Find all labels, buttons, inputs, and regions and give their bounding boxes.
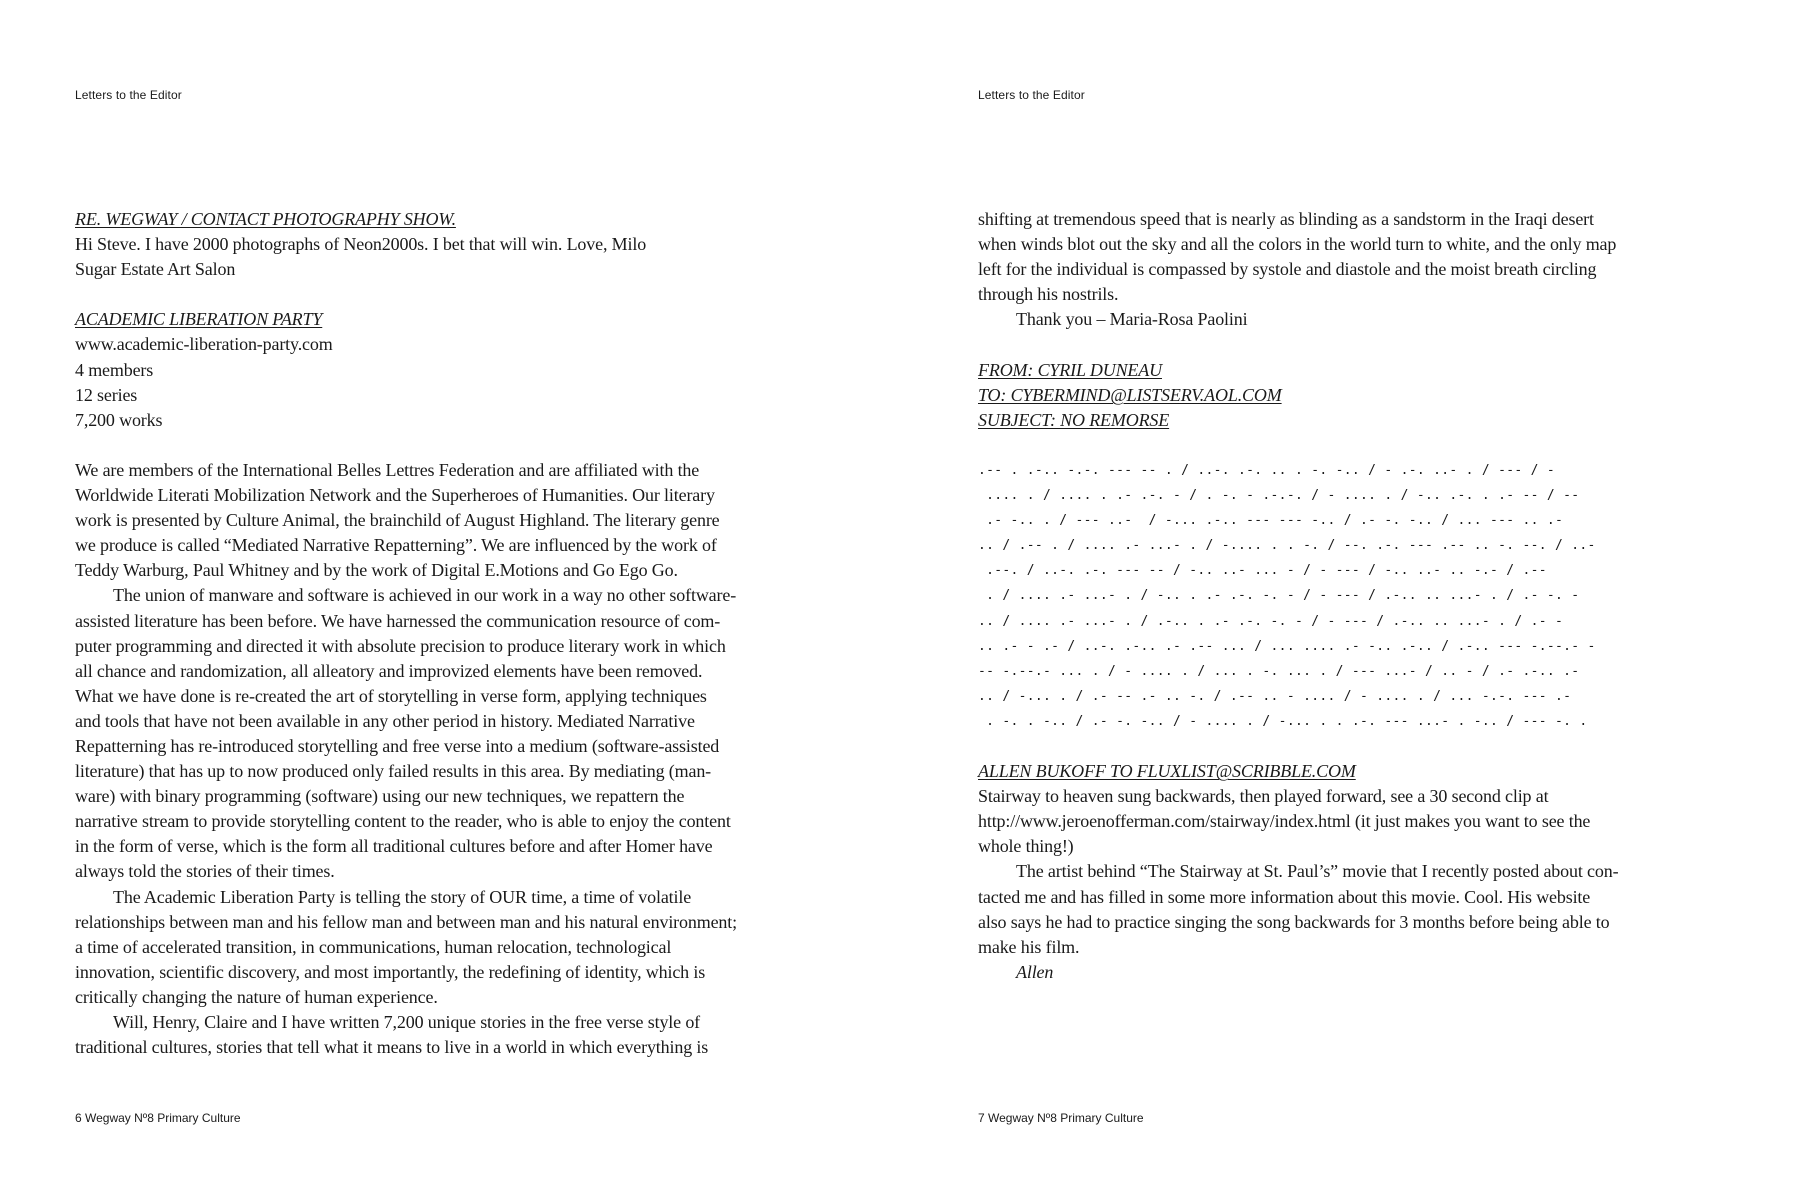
paragraph-3-line: innovation, scientific discovery, and most importantly, the redefining of identity, which is	[75, 961, 706, 982]
allen-line: whole thing!)	[978, 836, 1074, 857]
paragraph-2-line: The union of manware and software is achieved in our work in a way no other software-	[113, 585, 737, 606]
paragraph-3-line: relationships between man and his fellow man and between man and his natural environment;	[75, 911, 737, 932]
email-to: TO: CYBERMIND@LISTSERV.AOL.COM	[978, 384, 1282, 405]
paragraph-2-line: assisted literature has been before. We have harnessed the communication resource of com-	[75, 610, 721, 631]
party-website: www.academic-liberation-party.com	[75, 334, 333, 355]
folio-left: 6 Wegway Nº8 Primary Culture	[75, 1111, 241, 1125]
paragraph-2-line: in the form of verse, which is the form all traditional cultures before and after Homer have	[75, 836, 713, 857]
party-works: 7,200 works	[75, 409, 163, 430]
paragraph-4-line: Will, Henry, Claire and I have written 7,200 unique stories in the free verse style of	[113, 1012, 701, 1032]
allen-paragraph-line: tacted me and has filled in some more information about this movie. Cool. His website	[978, 886, 1591, 907]
morse-line: .. / .-- . / .... .- ...- . / -.... . . -. / --. .-. --- .-- .. -. --. / ..-	[978, 538, 1596, 554]
paragraph-3-line: The Academic Liberation Party is telling the story of OUR time, a time of volatile	[113, 886, 692, 907]
allen-line: http://www.jeroenofferman.com/stairway/index.html (it just makes you want to see the	[978, 811, 1591, 832]
paragraph-2-line: What we have done is re-created the art of storytelling in verse form, applying techniques	[75, 685, 707, 706]
paragraph-1-line: we produce is called “Mediated Narrative Repatterning”. We are influenced by the work of	[75, 535, 717, 556]
allen-paragraph-line: make his film.	[978, 936, 1080, 957]
paragraph-1-line: We are members of the International Belles Lettres Federation and are affiliated with the	[75, 459, 700, 480]
continuation-line: shifting at tremendous speed that is nearly as blinding as a sandstorm in the Iraqi desert	[978, 209, 1594, 229]
email-from: FROM: CYRIL DUNEAU	[978, 359, 1162, 380]
party-series: 12 series	[75, 384, 138, 405]
folio-right: 7 Wegway Nº8 Primary Culture	[978, 1111, 1144, 1125]
letter-milo-line-1: Hi Steve. I have 2000 photographs of Neon2000s. I bet that will win. Love, Milo	[75, 234, 647, 255]
thanks-signoff: Thank you – Maria-Rosa Paolini	[1016, 309, 1248, 330]
allen-signature: Allen	[1016, 961, 1054, 982]
heading-academic-liberation-party: ACADEMIC LIBERATION PARTY	[75, 309, 323, 330]
paragraph-1-line: Worldwide Literati Mobilization Network and the Superheroes of Humanities. Our literary	[75, 485, 715, 506]
email-subject: SUBJECT: NO REMORSE	[978, 409, 1170, 430]
allen-paragraph-line: The artist behind “The Stairway at St. Paul’s” movie that I recently posted about con-	[1016, 861, 1619, 882]
morse-line: .... . / .... . .- .-. - / . -. - .-.-. / - .... . / -.. .-. . .- -- / --	[978, 488, 1580, 504]
morse-line: -- -.--.- ... . / - .... . / ... . -. ... . / --- ...- / .. - / .- .-.. .-	[978, 663, 1580, 679]
running-head-left: Letters to the Editor	[75, 88, 182, 102]
allen-paragraph-line: also says he had to practice singing the song backwards for 3 months before being able to	[978, 911, 1610, 932]
morse-line: .. / .... .- ...- . / .-.. . .- .-. -. - / - --- / .-.. .. ...- . / .- -	[978, 613, 1564, 629]
paragraph-2-line: puter programming and directed it with absolute precision to produce literary work in which	[75, 635, 726, 656]
morse-code-block	[978, 458, 1698, 734]
morse-line: .--. / ..-. .-. --- -- / -.. ..- ... - / - --- / -.. ..- .. -.- / .--	[978, 563, 1547, 579]
paragraph-1-line: work is presented by Culture Animal, the brainchild of August Highland. The literary genre	[75, 510, 720, 531]
letter-milo-line-2: Sugar Estate Art Salon	[75, 259, 236, 280]
continuation-line: left for the individual is compassed by systole and diastole and the moist breath circling	[978, 259, 1597, 280]
paragraph-3-line: critically changing the nature of human experience.	[75, 986, 438, 1007]
morse-line: . -. . -.. / .- -. -.. / - .... . / -... . . .-. --- ...- . -.. / --- -. .	[978, 713, 1588, 729]
party-members: 4 members	[75, 359, 154, 380]
paragraph-2-line: ware) with binary programming (software) using our new techniques, we repattern the	[75, 786, 685, 807]
right-page	[900, 0, 1800, 1200]
paragraph-4-line: traditional cultures, stories that tell what it means to live in a world in which everything is	[75, 1037, 709, 1058]
left-text-block	[75, 207, 830, 1060]
paragraph-1-line: Teddy Warburg, Paul Whitney and by the work of Digital E.Motions and Go Ego Go.	[75, 560, 678, 581]
morse-line: . / .... .- ...- . / -.. . .- .-. -. - / - --- / .-.. .. ...- . / .- -. -	[978, 588, 1580, 604]
allen-line: Stairway to heaven sung backwards, then played forward, see a 30 second clip at	[978, 786, 1549, 807]
paragraph-3-line: a time of accelerated transition, in communications, human relocation, technological	[75, 936, 672, 957]
running-head-right: Letters to the Editor	[978, 88, 1085, 102]
paragraph-2-line: always told the stories of their times.	[75, 861, 335, 882]
paragraph-2-line: Repatterning has re-introduced storytelling and free verse into a medium (software-assisted	[75, 735, 720, 756]
paragraph-2-line: literature) that has up to now produced only failed results in this area. By mediating (man-	[75, 761, 712, 782]
morse-line: .-- . .-.. -.-. --- -- . / ..-. .-. .. . -. -.. / - .-. ..- . / --- / -	[978, 462, 1555, 478]
morse-line: .. .- - .- / ..-. .-.. .- .-- ... / ... .... .- -.. .-.. / .-.. --- -.--.- -	[978, 638, 1596, 654]
morse-line: .- -.. . / --- ..- / -... .-.. --- --- -.. / .- -. -.. / ... --- .. .-	[978, 513, 1564, 529]
heading-allen-bukoff: ALLEN BUKOFF TO FLUXLIST@SCRIBBLE.COM	[978, 761, 1356, 782]
morse-line: .. / -... . / .- -- .- .. -. / .-- .. - .... / - .... . / ... -.-. --- .-	[978, 688, 1572, 704]
paragraph-2-line: all chance and randomization, all alleatory and improvized elements have been removed.	[75, 660, 703, 681]
continuation-line: when winds blot out the sky and all the colors in the world turn to white, and the only map	[978, 234, 1617, 255]
paragraph-2-line: narrative stream to provide storytelling content to the reader, who is able to enjoy the content	[75, 811, 731, 832]
right-text-block	[978, 207, 1698, 985]
continuation-line: through his nostrils.	[978, 284, 1119, 305]
heading-contact-photography-show: RE. WEGWAY / CONTACT PHOTOGRAPHY SHOW.	[75, 209, 456, 229]
paragraph-2-line: and tools that have not been available in any other period in history. Mediated Narrative	[75, 710, 695, 731]
